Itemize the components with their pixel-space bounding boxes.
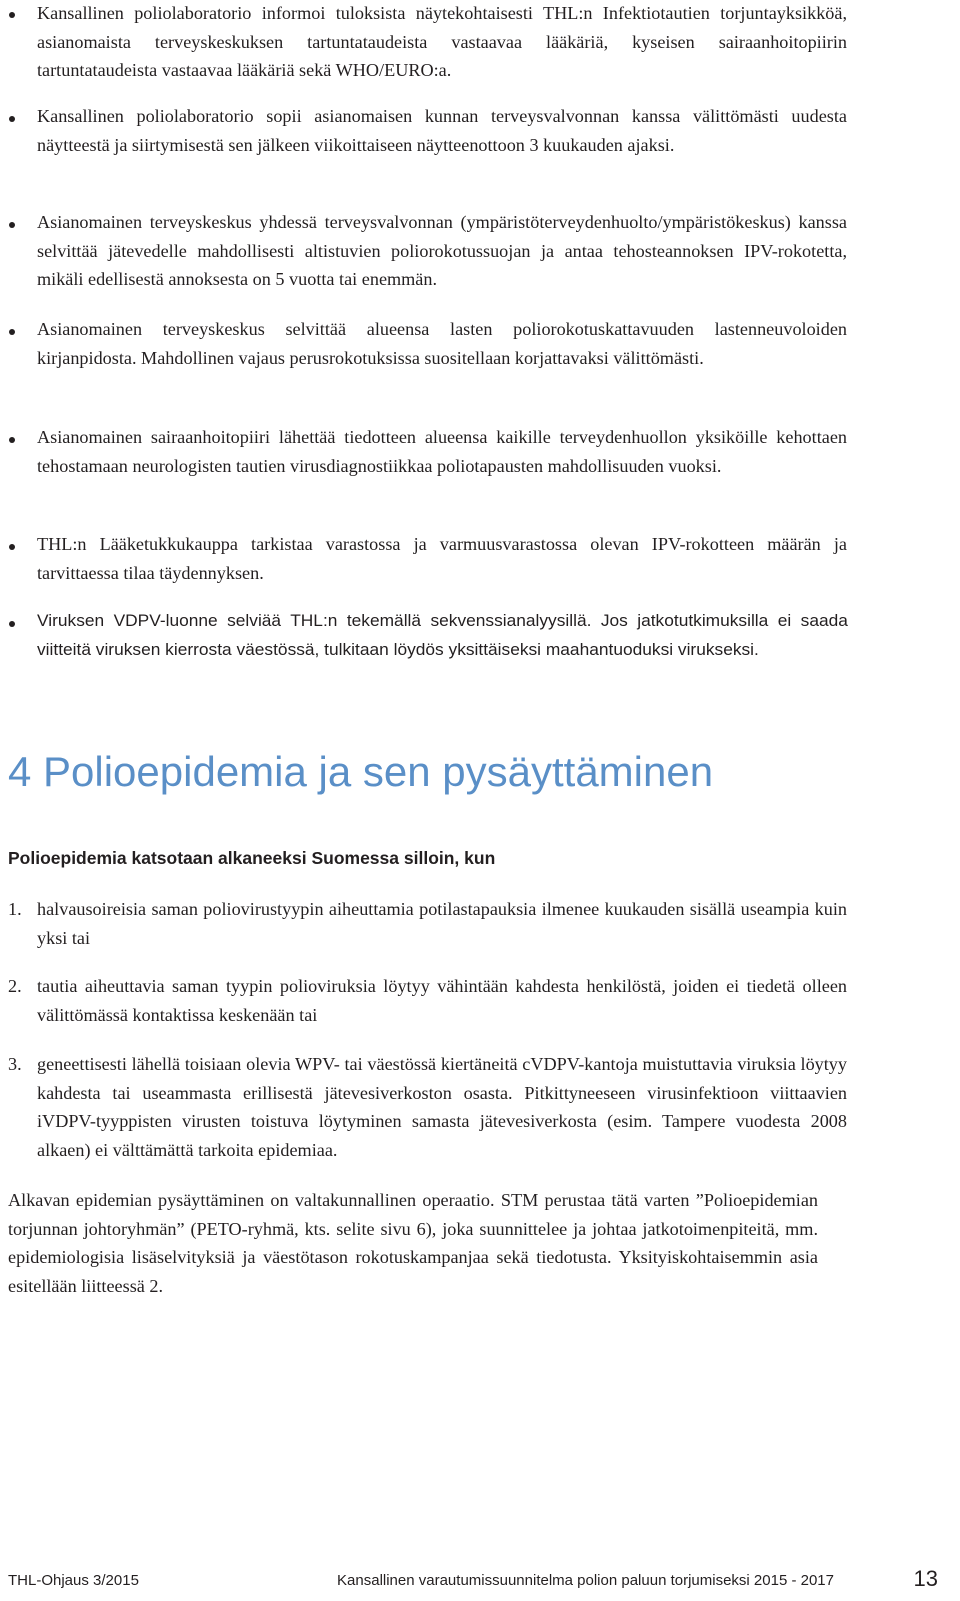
page-footer [0,1568,960,1598]
paragraph: tautia aiheuttavia saman tyypin polioviruksia löytyy vähintään kahdesta henkilöstä, joiden ei tiedetä olleen välittömässä kontaktissa keskenään tai [37,976,847,1025]
paragraph: Kansallinen poliolaboratorio informoi tuloksista näytekohtaisesti THL:n Infektiotautien torjuntayksikköä, asianomaista terveyskeskuksen tartuntataudeista vastaavaa lääkäriä, kyseisen sairaanhoitopiirin tartuntataudeista vastaavaa lääkäriä sekä WHO/EURO:a. [37,3,847,80]
bullet-dot-icon [9,222,15,228]
paragraph: geneettisesti lähellä toisiaan olevia WPV- tai väestössä kiertäneitä cVDPV-kantoja muistuttavia viruksia löytyy kahdesta tai useammasta erillisestä jätevesiverkoston osasta. Pitkittyneeseen virusinfektioon viittaavien iVDPV-tyyppisten virusten toistuva löytyminen samasta jätevesiverkosta (esim. Tampere vuodesta 2008 alkaen) ei välttämättä tarkoita epidemiaa. [37,1054,847,1160]
bullet-dot-icon [9,12,15,18]
list-number: 2. [8,976,22,996]
paragraph: Asianomainen terveyskeskus selvittää alueensa lasten poliorokotuskattavuuden lastenneuvoloiden kirjanpidosta. Mahdollinen vajaus perusrokotuksissa suositellaan korjattavaksi välittömästi. [37,319,847,368]
subheading: Polioepidemia katsotaan alkaneeksi Suomessa silloin, kun [8,848,496,868]
page-number: 13 [913,1566,938,1591]
paragraph: Asianomainen terveyskeskus yhdessä terveysvalvonnan (ympäristöterveydenhuolto/ympäristökeskus) kanssa selvittää jätevedelle mahdollisesti altistuvien poliorokotussuojan ja antaa tehosteannoksen IPV-rokotetta, mikäli edellisestä annoksesta on 5 vuotta tai enemmän. [37,212,847,289]
document-title: Kansallinen varautumissuunnitelma polion paluun torjumiseksi 2015 - 2017 [337,1572,834,1589]
list-number: 1. [8,899,22,919]
bullet-dot-icon [9,544,15,550]
section-heading: 4 Polioepidemia ja sen pysäyttäminen [8,748,714,795]
publication-series: THL-Ohjaus 3/2015 [8,1572,139,1589]
bullet-dot-icon [9,116,15,122]
closing-paragraph: Alkavan epidemian pysäyttäminen on valtakunnallinen operaatio. STM perustaa tätä varten ”Polioepidemian torjunnan johtoryhmän” (PETO-ryhmä, kts. selite sivu 6), joka suunnittelee ja johtaa jatkotoimenpiteitä, mm. epidemiologisia lisäselvityksiä ja väestötason rokotuskampanjaa sekä tiedotusta. Yksityiskohtaisemmin asia esitellään liitteessä 2. [8,1190,818,1296]
paragraph: Kansallinen poliolaboratorio sopii asianomaisen kunnan terveysvalvonnan kanssa välittömästi uudesta näytteestä ja siirtymisestä sen jälkeen viikoittaiseen näytteenottoon 3 kuukauden ajaksi. [37,106,847,155]
paragraph: Asianomainen sairaanhoitopiiri lähettää tiedotteen alueensa kaikille terveydenhuollon yksiköille kehottaen tehostamaan neurologisten tautien virusdiagnostiikkaa poliotapausten mahdollisuuden vuoksi. [37,427,847,476]
bullet-dot-icon [9,437,15,443]
paragraph: halvausoireisia saman poliovirustyypin aiheuttamia potilastapauksia ilmenee kuukauden sisällä useampia kuin yksi tai [37,899,847,948]
bullet-dot-icon [9,329,15,335]
paragraph: Viruksen VDPV-luonne selviää THL:n tekemällä sekvenssianalyysillä. Jos jatkotutkimuksilla ei saada viitteitä viruksen kierrosta väestössä, tulkitaan löydös yksittäiseksi maahantuoduksi virukseksi. [37,611,848,659]
list-number: 3. [8,1054,22,1074]
bullet-dot-icon [9,621,15,627]
paragraph: THL:n Lääketukkukauppa tarkistaa varastossa ja varmuusvarastossa olevan IPV-rokotteen määrän ja tarvittaessa tilaa täydennyksen. [37,534,847,583]
